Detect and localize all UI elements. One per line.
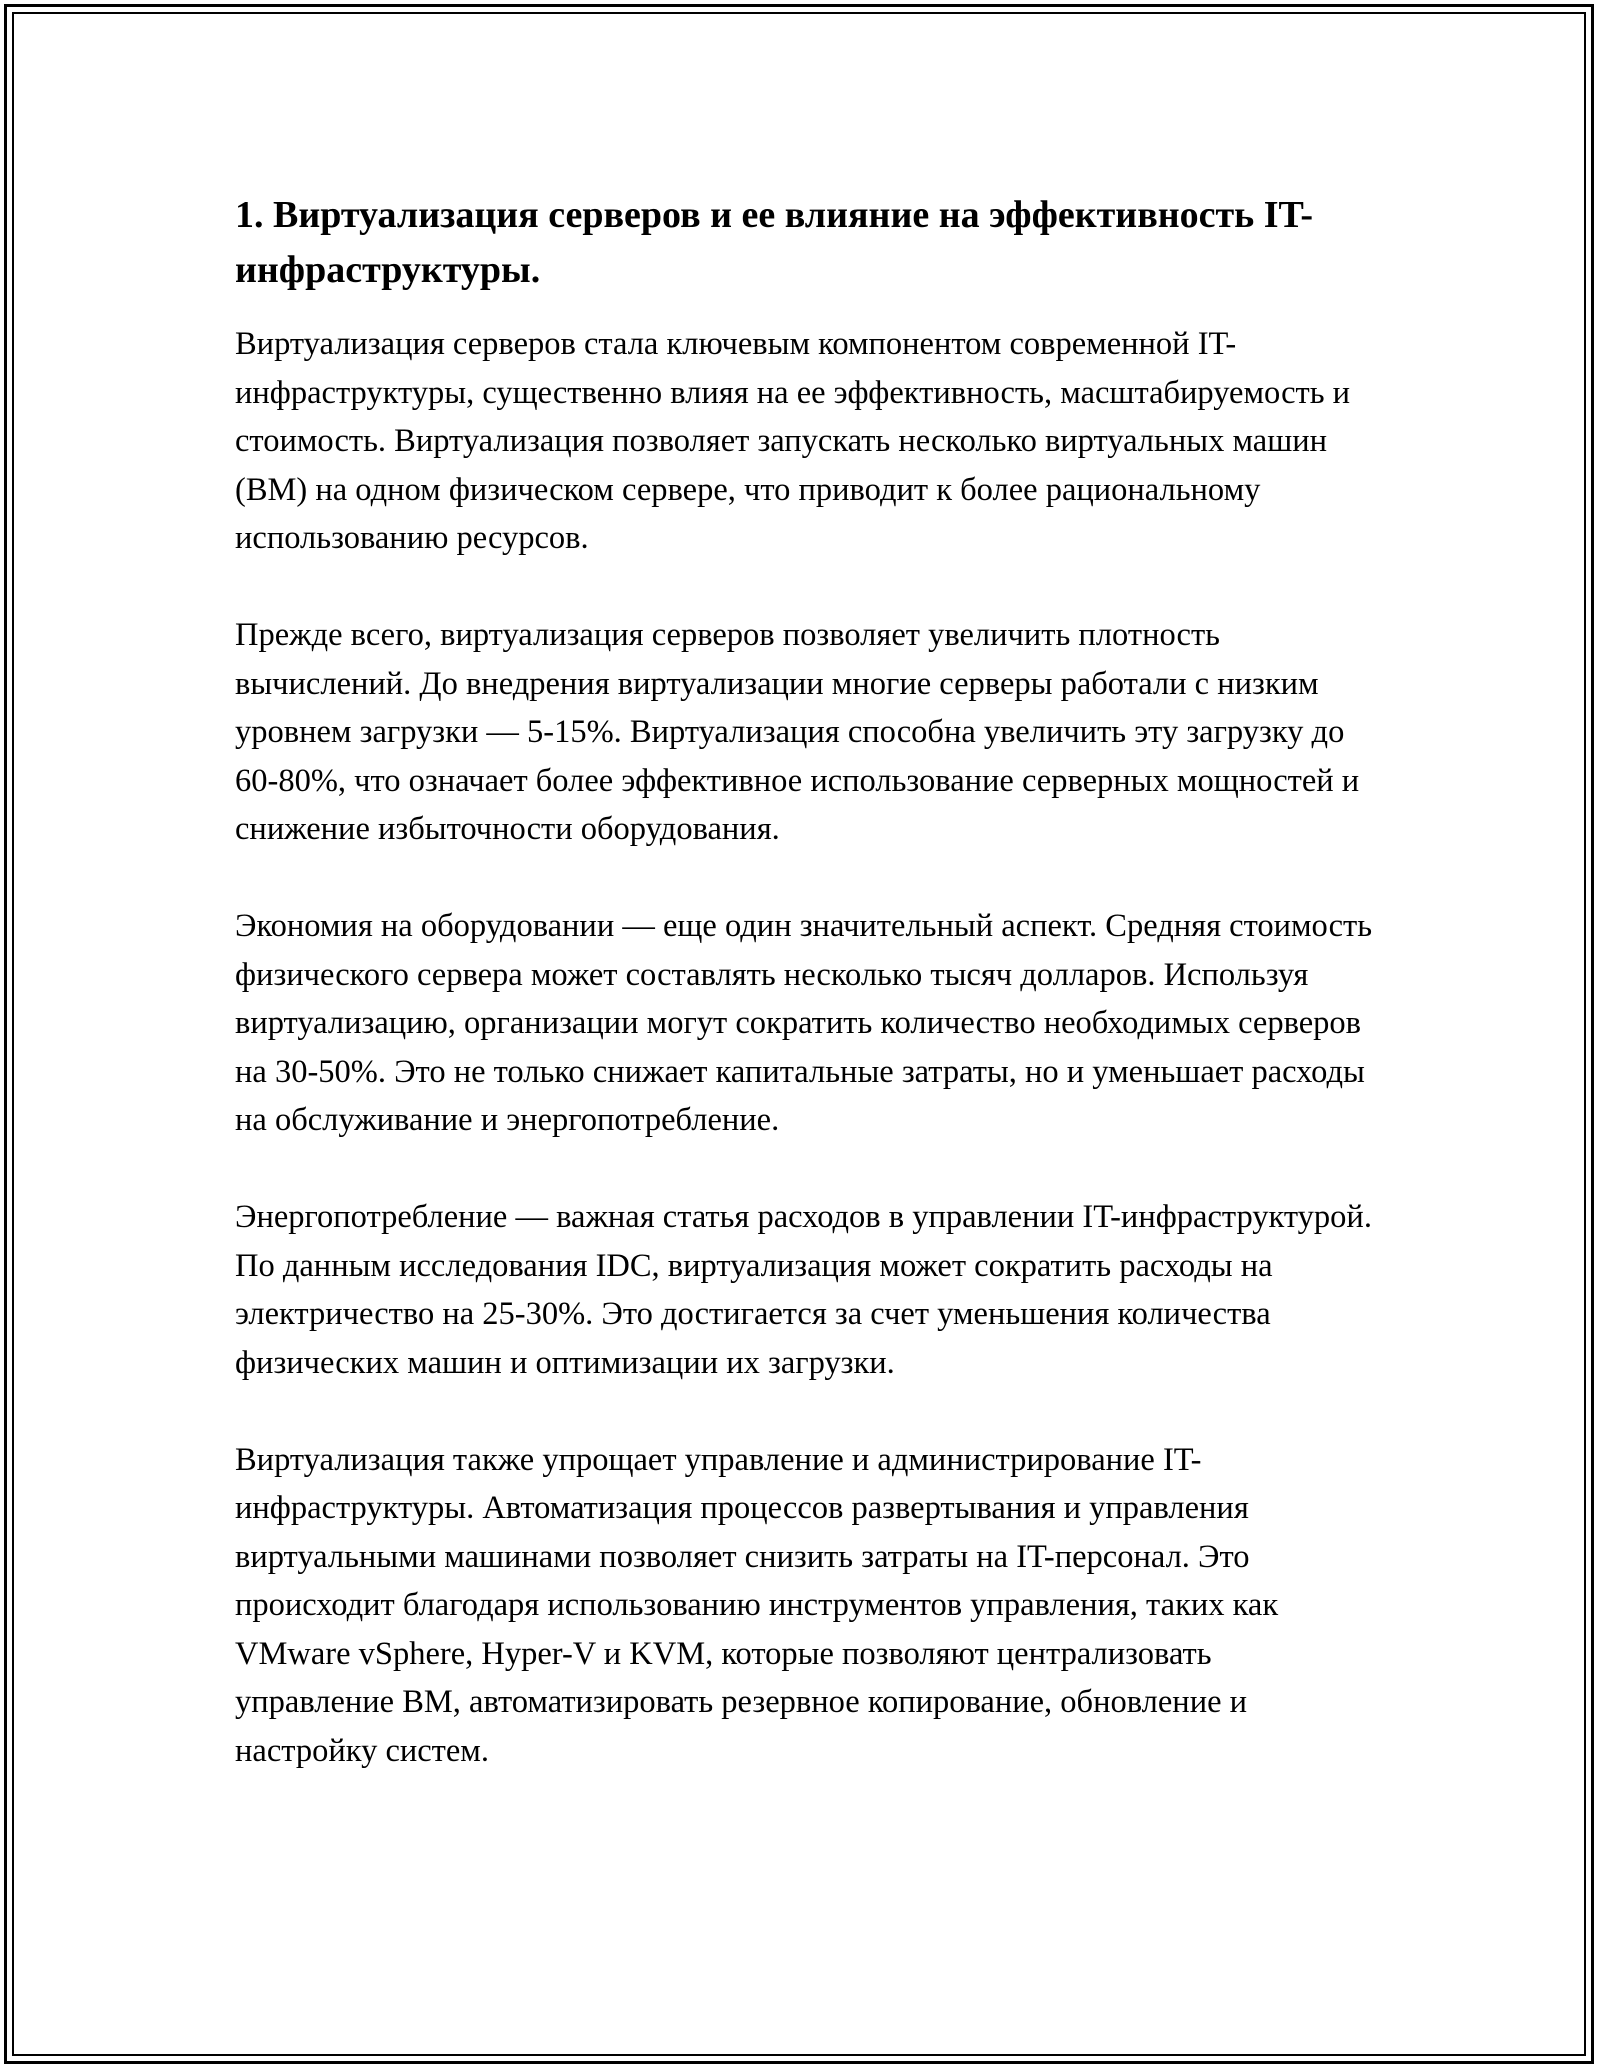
paragraph-management: Виртуализация также упрощает управление и администрирование IT-инфраструктуры. Автоматизация процессов развертывания и управления виртуальными машинами позволяет снизить затраты на IT-персонал. Это происходит благодаря использованию инструментов управления, таких как VMware vSphere, Hyper-V и KVM, которые позволяют централизовать управление ВМ, автоматизировать резервное копирование, обновление и настройку систем. <box>235 1441 1279 1769</box>
paragraph-intro: Виртуализация серверов стала ключевым компонентом современной IT-инфраструктуры, существенно влияя на ее эффективность, масштабируемость и стоимость. Виртуализация позволяет запускать несколько виртуальных машин (ВМ) на одном физическом сервере, что приводит к более рациональному использованию ресурсов. <box>235 326 1351 556</box>
paragraph-energy: Энергопотребление — важная статья расходов в управлении IT-инфраструктурой. По данным исследования IDC, виртуализация может сократить расходы на электричество на 25-30%. Это достигается за счет уменьшения количества физических машин и оптимизации их загрузки. <box>235 1199 1372 1381</box>
paragraph-hardware-savings: Экономия на оборудовании — еще один значительный аспект. Средняя стоимость физического сервера может составлять несколько тысяч долларов. Используя виртуализацию, организации могут сократить количество необходимых серверов на 30-50%. Это не только снижает капитальные затраты, но и уменьшает расходы на обслуживание и энергопотребление. <box>235 908 1373 1138</box>
paragraph-compute-density: Прежде всего, виртуализация серверов позволяет увеличить плотность вычислений. До внедрения виртуализации многие серверы работали с низким уровнем загрузки — 5-15%. Виртуализация способна увеличить эту загрузку до 60-80%, что означает более эффективное использование серверных мощностей и снижение избыточности оборудования. <box>235 617 1360 847</box>
section-title: 1. Виртуализация серверов и ее влияние на эффективность IT-инфраструктуры. <box>235 194 1314 291</box>
document-body <box>235 188 1375 1824</box>
